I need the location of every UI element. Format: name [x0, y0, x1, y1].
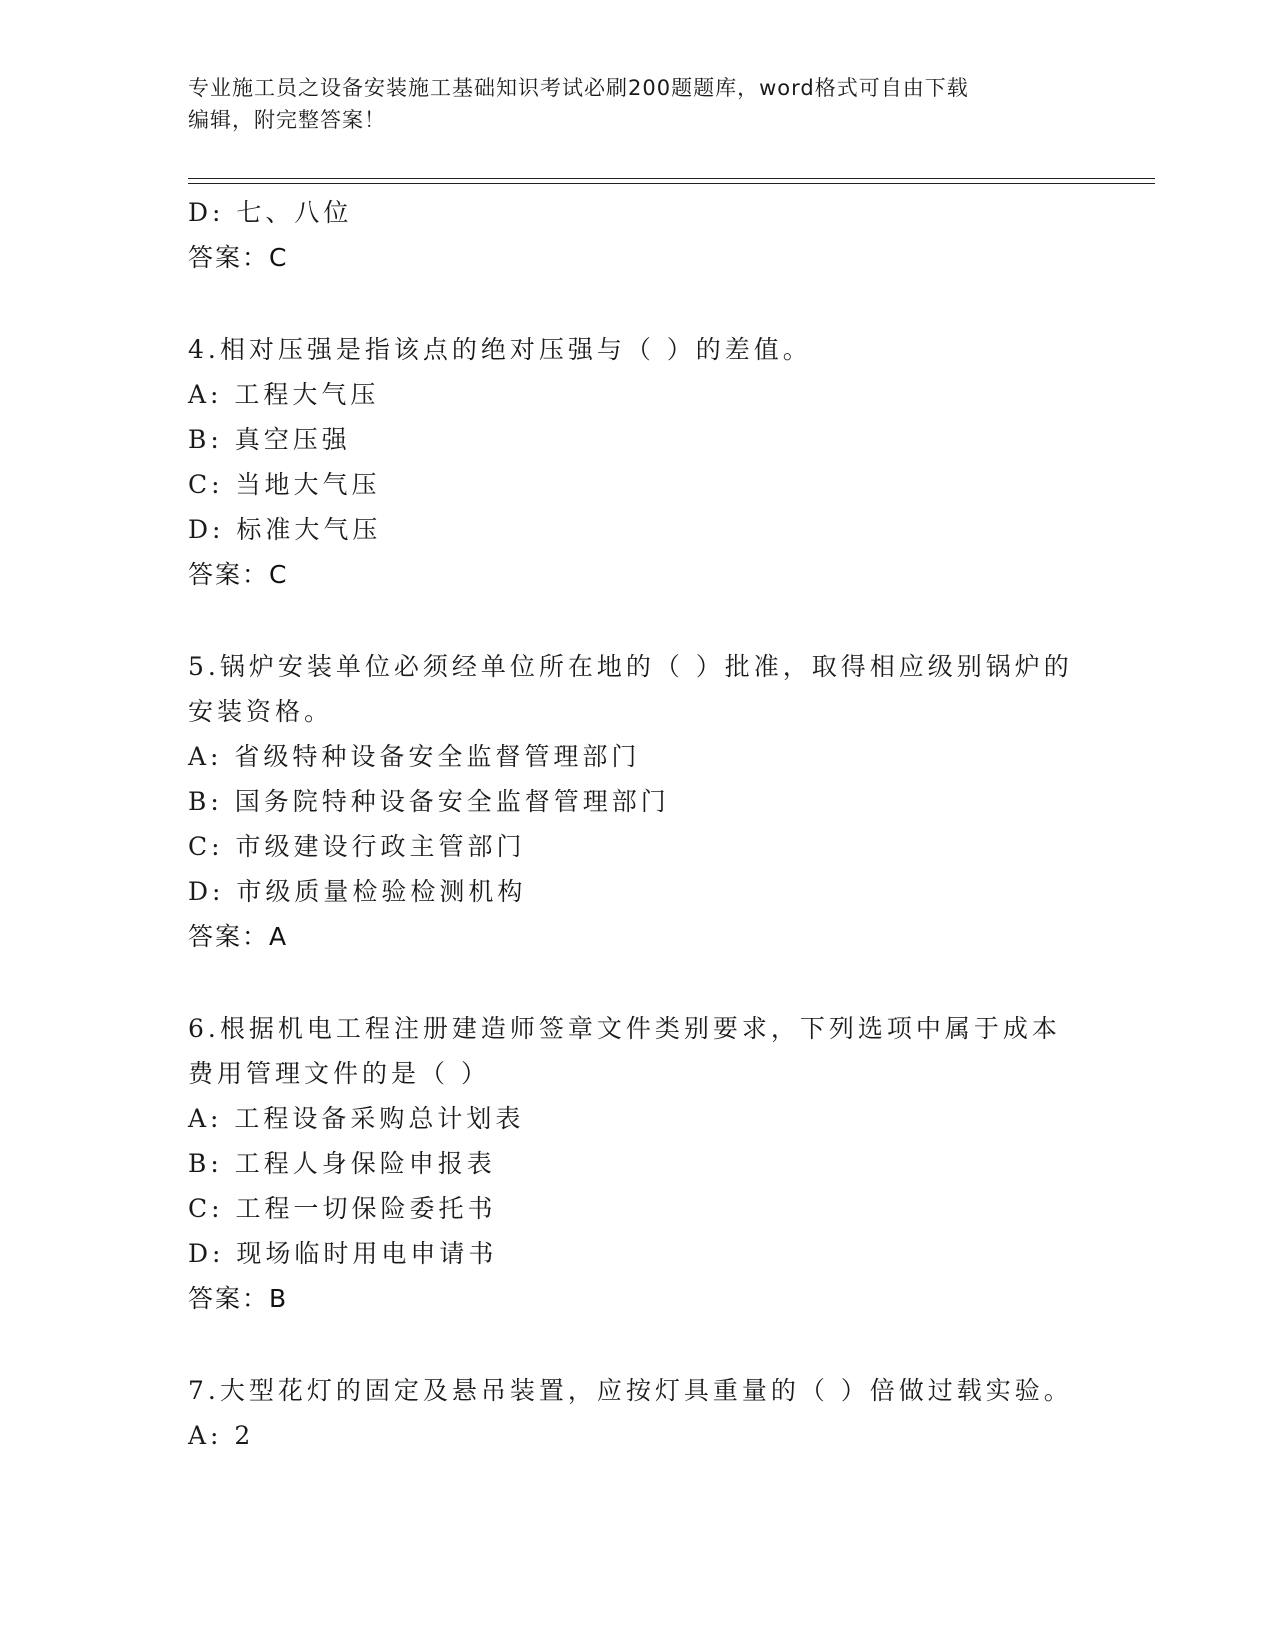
- question-3: [188, 190, 1088, 280]
- header-title-line-2: 编辑，附完整答案！: [188, 108, 386, 132]
- spacer: [188, 597, 1088, 644]
- option-b: B: 真空压强: [188, 425, 351, 454]
- question-4: [188, 327, 1088, 597]
- option-d: D: 标准大气压: [188, 515, 382, 544]
- option-b: B: 国务院特种设备安全监督管理部门: [188, 787, 670, 816]
- option-d: D: 市级质量检验检测机构: [188, 877, 527, 906]
- question-stem-line-2: 安装资格。: [188, 697, 334, 726]
- answer: 答案：C: [188, 243, 289, 272]
- header-divider-top: [188, 178, 1155, 179]
- option-c: C: 工程一切保险委托书: [188, 1194, 497, 1223]
- answer: 答案：C: [188, 560, 289, 589]
- question-7: [188, 1368, 1088, 1458]
- question-stem-line-2: 费用管理文件的是（ ）: [188, 1059, 490, 1088]
- spacer: [188, 959, 1088, 1006]
- option-a: A: 工程大气压: [188, 380, 380, 409]
- question-stem: 7.大型花灯的固定及悬吊装置，应按灯具重量的（ ）倍做过载实验。: [188, 1376, 1073, 1405]
- answer: 答案：B: [188, 1284, 289, 1313]
- option-d: D: 现场临时用电申请书: [188, 1239, 498, 1268]
- option-b: B: 工程人身保险申报表: [188, 1149, 496, 1178]
- spacer: [188, 280, 1088, 327]
- answer: 答案：A: [188, 922, 289, 951]
- page-header: [188, 72, 1088, 136]
- option-c: C: 当地大气压: [188, 470, 381, 499]
- header-divider-bottom: [188, 183, 1155, 184]
- option-d: D: 七、八位: [188, 198, 353, 227]
- question-list: [188, 190, 1088, 1458]
- question-stem-line-1: 6.根据机电工程注册建造师签章文件类别要求，下列选项中属于成本: [188, 1014, 1061, 1043]
- question-stem-line-1: 5.锅炉安装单位必须经单位所在地的（ ）批准，取得相应级别锅炉的: [188, 652, 1073, 681]
- option-a: A: 省级特种设备安全监督管理部门: [188, 742, 641, 771]
- spacer: [188, 1321, 1088, 1368]
- option-a: A: 工程设备采购总计划表: [188, 1104, 525, 1133]
- question-5: [188, 644, 1088, 959]
- question-stem: 4.相对压强是指该点的绝对压强与（ ）的差值。: [188, 335, 812, 364]
- option-c: C: 市级建设行政主管部门: [188, 832, 526, 861]
- question-6: [188, 1006, 1088, 1321]
- option-a: A: 2: [188, 1421, 255, 1450]
- header-title-line-1: 专业施工员之设备安装施工基础知识考试必刷200题题库，word格式可自由下载: [188, 76, 969, 100]
